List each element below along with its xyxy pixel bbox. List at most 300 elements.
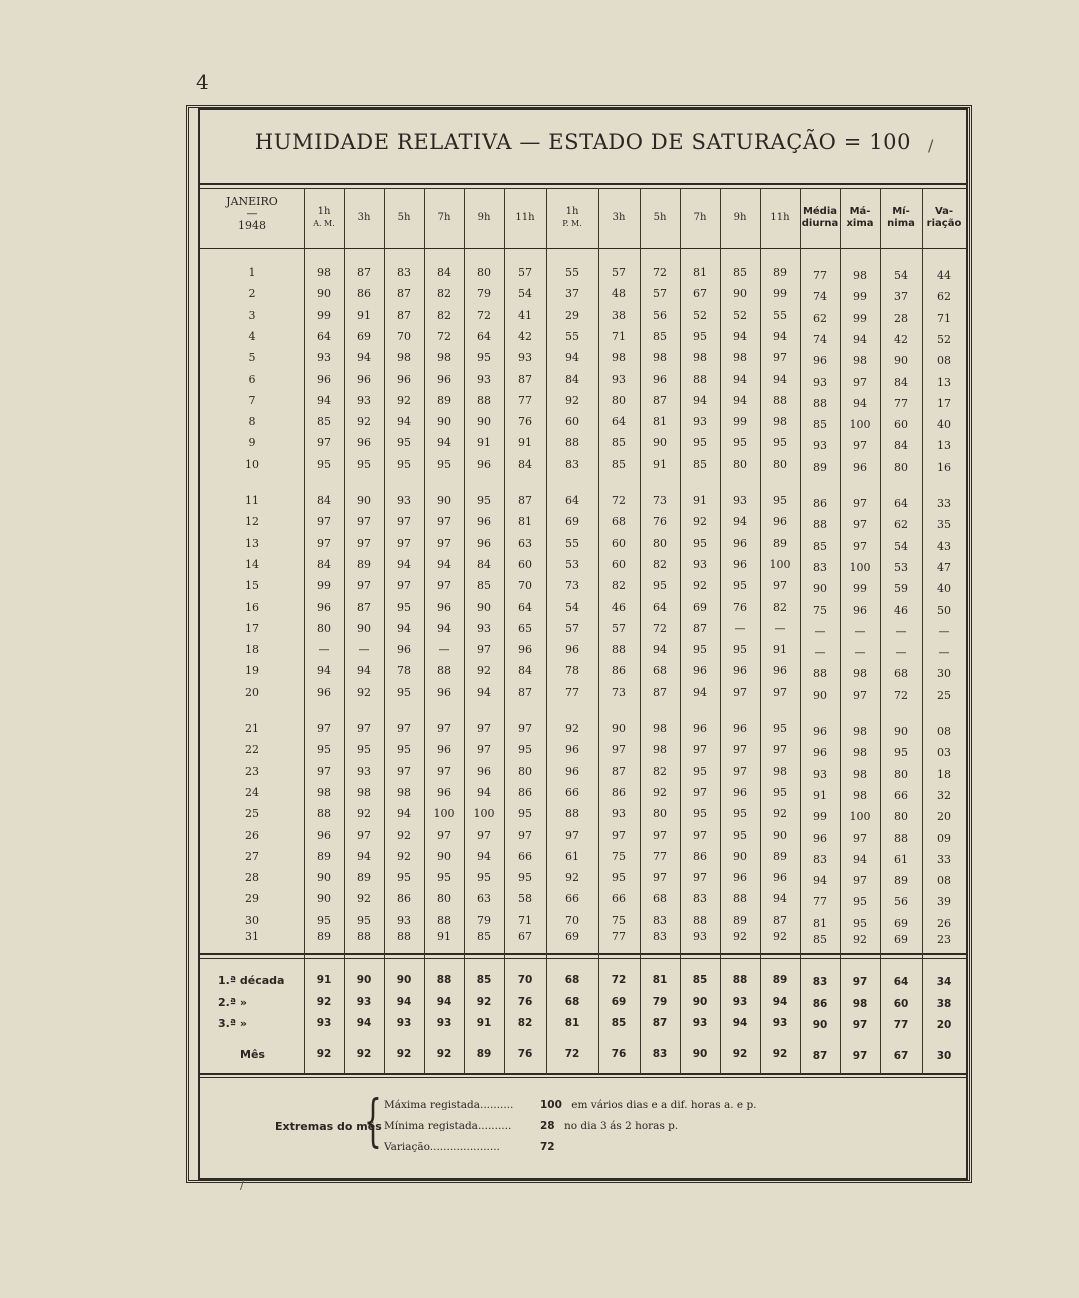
- table-cell: 81: [693, 266, 707, 279]
- table-cell: 93: [813, 375, 827, 389]
- table-cell: 93: [813, 439, 827, 453]
- table-cell: 84: [894, 439, 908, 453]
- table-cell: 97: [653, 828, 667, 842]
- extremes-value-number: 72: [540, 1141, 555, 1153]
- summary-cell: 85: [692, 974, 708, 986]
- table-cell: 91: [773, 643, 787, 657]
- table-cell: 90: [894, 725, 908, 738]
- day-number: 1: [248, 266, 256, 279]
- table-cell: 54: [565, 600, 579, 614]
- table-cell: 85: [813, 933, 827, 946]
- table-cell: 98: [773, 415, 787, 429]
- table-cell: 79: [477, 913, 491, 927]
- summary-cell: 67: [893, 1050, 909, 1062]
- table-cell: 94: [317, 393, 331, 407]
- table-cell: 81: [813, 916, 827, 930]
- table-cell: 96: [773, 664, 787, 678]
- table-cell: 46: [612, 600, 626, 614]
- day-number: 13: [245, 536, 259, 550]
- table-cell: 94: [477, 685, 491, 699]
- table-cell: 08: [937, 354, 951, 368]
- table-cell: 92: [773, 807, 787, 821]
- table-cell: 90: [357, 494, 371, 507]
- table-cell: 37: [565, 287, 579, 301]
- table-cell: 69: [565, 515, 579, 529]
- table-cell: 55: [565, 536, 579, 550]
- table-cell: 13: [937, 439, 951, 453]
- table-cell: 100: [473, 807, 495, 821]
- table-cell: 92: [357, 415, 371, 429]
- table-cell: 80: [653, 536, 667, 550]
- table-cell: 85: [317, 415, 331, 429]
- table-cell: 18: [937, 767, 951, 781]
- table-cell: 94: [477, 785, 491, 799]
- table-cell: 97: [397, 579, 411, 593]
- summary-cell: 83: [812, 976, 828, 988]
- table-cell: 40: [937, 418, 951, 432]
- table-cell: 89: [733, 913, 747, 927]
- table-cell: 88: [317, 807, 331, 821]
- summary-cell: 93: [396, 1017, 412, 1029]
- table-cell: 96: [317, 372, 331, 386]
- table-cell: 81: [653, 415, 667, 429]
- table-cell: 87: [773, 913, 787, 927]
- table-cell: 69: [357, 329, 371, 343]
- summary-cell: 90: [356, 974, 372, 986]
- table-cell: 90: [477, 600, 491, 614]
- table-cell: 94: [397, 807, 411, 821]
- table-cell: 94: [733, 393, 747, 407]
- extremes-note: no dia 3 ás 2 horas p.: [560, 1120, 679, 1132]
- column-header-6: 11h: [515, 212, 535, 223]
- summary-cell: 85: [476, 974, 492, 986]
- summary-cell: 70: [517, 974, 533, 986]
- table-cell: 63: [477, 892, 491, 906]
- table-cell: 86: [813, 497, 827, 510]
- table-cell: 96: [733, 871, 747, 885]
- table-cell: 57: [653, 287, 667, 301]
- table-cell: 94: [477, 849, 491, 863]
- summary-cell: 90: [396, 974, 412, 986]
- table-cell: 95: [612, 871, 626, 885]
- table-cell: 89: [813, 460, 827, 474]
- table-cell: 88: [437, 664, 451, 678]
- summary-cell: 94: [772, 996, 788, 1008]
- table-cell: 80: [894, 460, 908, 474]
- summary-label: 1.ª década: [218, 974, 285, 987]
- summary-cell: 20: [936, 1019, 952, 1031]
- table-cell: 90: [733, 849, 747, 863]
- table-cell: 48: [612, 287, 626, 301]
- table-cell: 83: [693, 892, 707, 906]
- table-cell: 89: [773, 849, 787, 863]
- table-cell: 80: [317, 621, 331, 635]
- table-cell: 54: [894, 269, 908, 282]
- table-cell: 96: [693, 722, 707, 735]
- table-cell: 88: [693, 372, 707, 386]
- table-cell: 83: [565, 457, 579, 471]
- table-cell: 95: [437, 457, 451, 471]
- table-cell: 97: [518, 828, 532, 842]
- table-cell: 97: [477, 722, 491, 735]
- table-cell: 64: [477, 329, 491, 343]
- table-cell: 90: [894, 354, 908, 368]
- table-cell: 96: [693, 664, 707, 678]
- table-cell: 97: [693, 785, 707, 799]
- table-cell: 80: [894, 810, 908, 824]
- table-cell: 60: [612, 536, 626, 550]
- table-cell: 97: [853, 375, 867, 389]
- table-cell: 23: [937, 933, 951, 946]
- table-cell: 83: [813, 852, 827, 866]
- table-cell: 94: [357, 351, 371, 365]
- table-cell: 84: [477, 557, 491, 571]
- table-cell: 84: [565, 372, 579, 386]
- summary-cell: 89: [476, 1048, 492, 1060]
- table-cell: 97: [853, 497, 867, 510]
- table-cell: 93: [477, 372, 491, 386]
- table-cell: 81: [518, 515, 532, 529]
- summary-cell: 72: [611, 974, 627, 986]
- table-cell: 94: [357, 664, 371, 678]
- table-cell: 52: [693, 308, 707, 322]
- column-header-sub-7: P. M.: [562, 219, 582, 228]
- table-cell: 87: [693, 621, 707, 635]
- table-cell: 75: [612, 913, 626, 927]
- table-cell: 74: [813, 332, 827, 346]
- table-cell: 97: [477, 643, 491, 657]
- table-cell: 84: [894, 375, 908, 389]
- table-cell: 95: [397, 436, 411, 450]
- table-cell: 97: [317, 722, 331, 735]
- table-cell: 98: [653, 743, 667, 757]
- table-cell: 93: [397, 494, 411, 507]
- table-cell: 98: [397, 351, 411, 365]
- day-number: 30: [245, 913, 259, 927]
- table-cell: 43: [937, 539, 951, 553]
- table-cell: 86: [518, 785, 532, 799]
- table-cell: 95: [733, 643, 747, 657]
- table-cell: 94: [565, 351, 579, 365]
- day-number: 10: [245, 457, 259, 471]
- table-cell: 64: [565, 494, 579, 507]
- table-cell: 85: [733, 266, 747, 279]
- table-cell: 72: [437, 329, 451, 343]
- table-cell: 68: [653, 892, 667, 906]
- table-cell: 54: [518, 287, 532, 301]
- table-cell: —: [854, 646, 866, 660]
- table-cell: 100: [433, 807, 455, 821]
- summary-cell: 93: [692, 1017, 708, 1029]
- table-cell: 30: [937, 667, 951, 681]
- table-cell: 97: [693, 828, 707, 842]
- table-cell: 98: [853, 269, 867, 282]
- table-cell: 97: [773, 579, 787, 593]
- table-cell: 97: [693, 743, 707, 757]
- table-cell: 42: [894, 332, 908, 346]
- table-cell: 90: [437, 494, 451, 507]
- table-cell: 72: [612, 494, 626, 507]
- column-header-5: 9h: [477, 212, 491, 223]
- table-cell: 95: [397, 457, 411, 471]
- table-cell: 84: [518, 457, 532, 471]
- table-cell: 96: [813, 725, 827, 738]
- summary-cell: 97: [852, 1050, 868, 1062]
- table-cell: 96: [357, 372, 371, 386]
- table-cell: 87: [518, 685, 532, 699]
- day-number: 4: [248, 329, 256, 343]
- table-cell: 97: [357, 828, 371, 842]
- table-cell: 99: [813, 810, 827, 824]
- table-cell: 98: [397, 785, 411, 799]
- summary-label: 2.ª »: [218, 996, 247, 1009]
- table-cell: 84: [518, 664, 532, 678]
- day-number: 5: [248, 351, 256, 365]
- table-cell: —: [895, 646, 907, 660]
- table-cell: 94: [853, 332, 867, 346]
- table-cell: 92: [357, 685, 371, 699]
- extremes-value: [540, 1120, 678, 1132]
- table-cell: 98: [733, 351, 747, 365]
- column-header-sub-13: diurna: [801, 218, 839, 229]
- table-cell: 95: [733, 436, 747, 450]
- table-cell: 33: [937, 497, 951, 510]
- table-cell: 96: [565, 643, 579, 657]
- summary-cell: 87: [812, 1050, 828, 1062]
- extremes-label: Mínima registada..........: [384, 1120, 512, 1132]
- summary-cell: 90: [692, 1048, 708, 1060]
- table-cell: 86: [357, 287, 371, 301]
- table-cell: 96: [565, 764, 579, 778]
- table-cell: 96: [733, 664, 747, 678]
- table-cell: 95: [397, 685, 411, 699]
- table-cell: 94: [317, 664, 331, 678]
- extremes-value: [540, 1141, 561, 1153]
- summary-label: 3.ª »: [218, 1017, 247, 1030]
- table-cell: 85: [693, 457, 707, 471]
- table-cell: 94: [773, 329, 787, 343]
- table-cell: 60: [565, 415, 579, 429]
- table-cell: 94: [397, 621, 411, 635]
- table-cell: 93: [693, 415, 707, 429]
- table-cell: 95: [437, 871, 451, 885]
- table-cell: 97: [317, 515, 331, 529]
- table-cell: —: [895, 624, 907, 638]
- table-cell: 95: [773, 436, 787, 450]
- summary-cell: 38: [936, 998, 952, 1010]
- table-cell: 92: [565, 393, 579, 407]
- table-cell: —: [814, 624, 826, 638]
- summary-cell: 30: [936, 1050, 952, 1062]
- table-cell: —: [358, 643, 370, 657]
- summary-cell: 86: [812, 998, 828, 1010]
- table-cell: 96: [317, 600, 331, 614]
- table-cell: 77: [518, 393, 532, 407]
- table-cell: 82: [773, 600, 787, 614]
- summary-cell: 97: [852, 1019, 868, 1031]
- table-cell: 55: [565, 266, 579, 279]
- summary-label: Mês: [240, 1048, 265, 1061]
- table-cell: 87: [518, 372, 532, 386]
- table-cell: 58: [518, 892, 532, 906]
- table-cell: 90: [477, 415, 491, 429]
- table-cell: 57: [518, 266, 532, 279]
- table-cell: 95: [733, 828, 747, 842]
- table-cell: 94: [773, 892, 787, 906]
- table-cell: 08: [937, 874, 951, 888]
- table-cell: 16: [937, 460, 951, 474]
- table-cell: 64: [894, 497, 908, 510]
- table-cell: 92: [397, 393, 411, 407]
- table-cell: 99: [317, 579, 331, 593]
- summary-cell: 93: [772, 1017, 788, 1029]
- table-cell: 68: [653, 664, 667, 678]
- summary-cell: 68: [564, 974, 580, 986]
- table-cell: 90: [357, 621, 371, 635]
- table-cell: 42: [518, 329, 532, 343]
- day-number: 25: [245, 807, 259, 821]
- day-number: 15: [245, 579, 259, 593]
- table-cell: 97: [853, 874, 867, 888]
- day-number: 17: [245, 621, 259, 635]
- day-number: 2: [248, 287, 256, 301]
- table-cell: 93: [612, 372, 626, 386]
- table-cell: 98: [612, 351, 626, 365]
- table-cell: 90: [653, 436, 667, 450]
- table-cell: 73: [653, 494, 667, 507]
- table-cell: 96: [813, 831, 827, 845]
- table-cell: 96: [853, 460, 867, 474]
- summary-cell: 76: [517, 1048, 533, 1060]
- day-number: 11: [245, 494, 259, 507]
- column-header-sub-15: nima: [887, 218, 915, 229]
- table-cell: 44: [937, 269, 951, 282]
- table-cell: 97: [317, 536, 331, 550]
- summary-cell: 91: [316, 974, 332, 986]
- table-cell: 57: [612, 266, 626, 279]
- summary-cell: 34: [936, 976, 952, 988]
- summary-cell: 69: [611, 996, 627, 1008]
- column-header-2: 3h: [357, 212, 371, 223]
- table-cell: 95: [733, 807, 747, 821]
- table-cell: 82: [653, 557, 667, 571]
- table-cell: 98: [317, 785, 331, 799]
- table-cell: 66: [894, 788, 908, 802]
- table-cell: 56: [894, 895, 908, 909]
- summary-cell: 77: [893, 1019, 909, 1031]
- table-cell: 94: [437, 557, 451, 571]
- table-cell: 96: [733, 557, 747, 571]
- table-cell: 95: [518, 743, 532, 757]
- table-rule: [200, 1073, 966, 1075]
- day-number: 3: [248, 308, 256, 322]
- table-cell: 86: [397, 892, 411, 906]
- table-cell: 60: [894, 418, 908, 432]
- header-month: JANEIRO: [226, 195, 278, 208]
- table-cell: 94: [773, 372, 787, 386]
- table-cell: 77: [813, 269, 827, 282]
- table-cell: 75: [813, 603, 827, 617]
- table-cell: 70: [397, 329, 411, 343]
- table-cell: 83: [397, 266, 411, 279]
- column-header-3: 5h: [397, 212, 411, 223]
- table-cell: 94: [733, 372, 747, 386]
- table-cell: 96: [733, 536, 747, 550]
- table-cell: 92: [397, 849, 411, 863]
- stray-mark-bottom: /: [240, 1178, 245, 1192]
- summary-cell: 94: [356, 1017, 372, 1029]
- table-cell: 93: [733, 494, 747, 507]
- table-cell: 87: [518, 494, 532, 507]
- table-cell: 40: [937, 582, 951, 596]
- summary-cell: 93: [436, 1017, 452, 1029]
- table-cell: 68: [612, 515, 626, 529]
- table-cell: 99: [853, 311, 867, 325]
- table-cell: 96: [317, 828, 331, 842]
- extremes-value: [540, 1099, 757, 1111]
- day-number: 23: [245, 764, 259, 778]
- table-cell: 97: [357, 722, 371, 735]
- table-cell: 92: [397, 828, 411, 842]
- table-cell: 98: [437, 351, 451, 365]
- table-cell: 86: [612, 664, 626, 678]
- table-cell: 90: [437, 849, 451, 863]
- table-cell: —: [318, 643, 330, 657]
- table-cell: 98: [853, 746, 867, 760]
- table-cell: 80: [477, 266, 491, 279]
- table-cell: 97: [437, 828, 451, 842]
- table-cell: 70: [518, 579, 532, 593]
- table-cell: 97: [853, 539, 867, 553]
- table-rule: [200, 953, 966, 955]
- table-cell: 94: [693, 393, 707, 407]
- table-cell: 69: [565, 930, 579, 943]
- table-cell: 82: [437, 287, 451, 301]
- table-cell: 96: [477, 515, 491, 529]
- table-cell: 97: [397, 536, 411, 550]
- table-cell: 97: [518, 722, 532, 735]
- table-cell: 93: [477, 621, 491, 635]
- table-cell: 59: [894, 582, 908, 596]
- table-cell: 90: [733, 287, 747, 301]
- table-cell: 97: [773, 743, 787, 757]
- table-cell: 94: [853, 396, 867, 410]
- day-number: 18: [245, 643, 259, 657]
- table-cell: 26: [937, 916, 951, 930]
- table-cell: 69: [693, 600, 707, 614]
- table-cell: 87: [653, 685, 667, 699]
- summary-cell: 81: [564, 1017, 580, 1029]
- table-cell: 93: [317, 351, 331, 365]
- table-cell: 93: [693, 930, 707, 943]
- table-cell: 95: [317, 743, 331, 757]
- column-header-16: Va-: [934, 206, 954, 217]
- table-cell: 85: [612, 436, 626, 450]
- table-rule: [200, 958, 966, 959]
- table-cell: 100: [849, 418, 871, 432]
- table-cell: 54: [894, 539, 908, 553]
- table-cell: 96: [565, 743, 579, 757]
- table-cell: 98: [853, 767, 867, 781]
- table-cell: 93: [612, 807, 626, 821]
- table-cell: 47: [937, 560, 951, 574]
- table-cell: 91: [653, 457, 667, 471]
- extremes-note: em vários dias e a dif. horas a. e p.: [567, 1099, 757, 1111]
- table-title: HUMIDADE RELATIVA — ESTADO DE SATURAÇÃO = 100: [254, 130, 912, 154]
- table-cell: 72: [653, 621, 667, 635]
- day-number: 27: [245, 849, 259, 863]
- table-cell: 61: [565, 849, 579, 863]
